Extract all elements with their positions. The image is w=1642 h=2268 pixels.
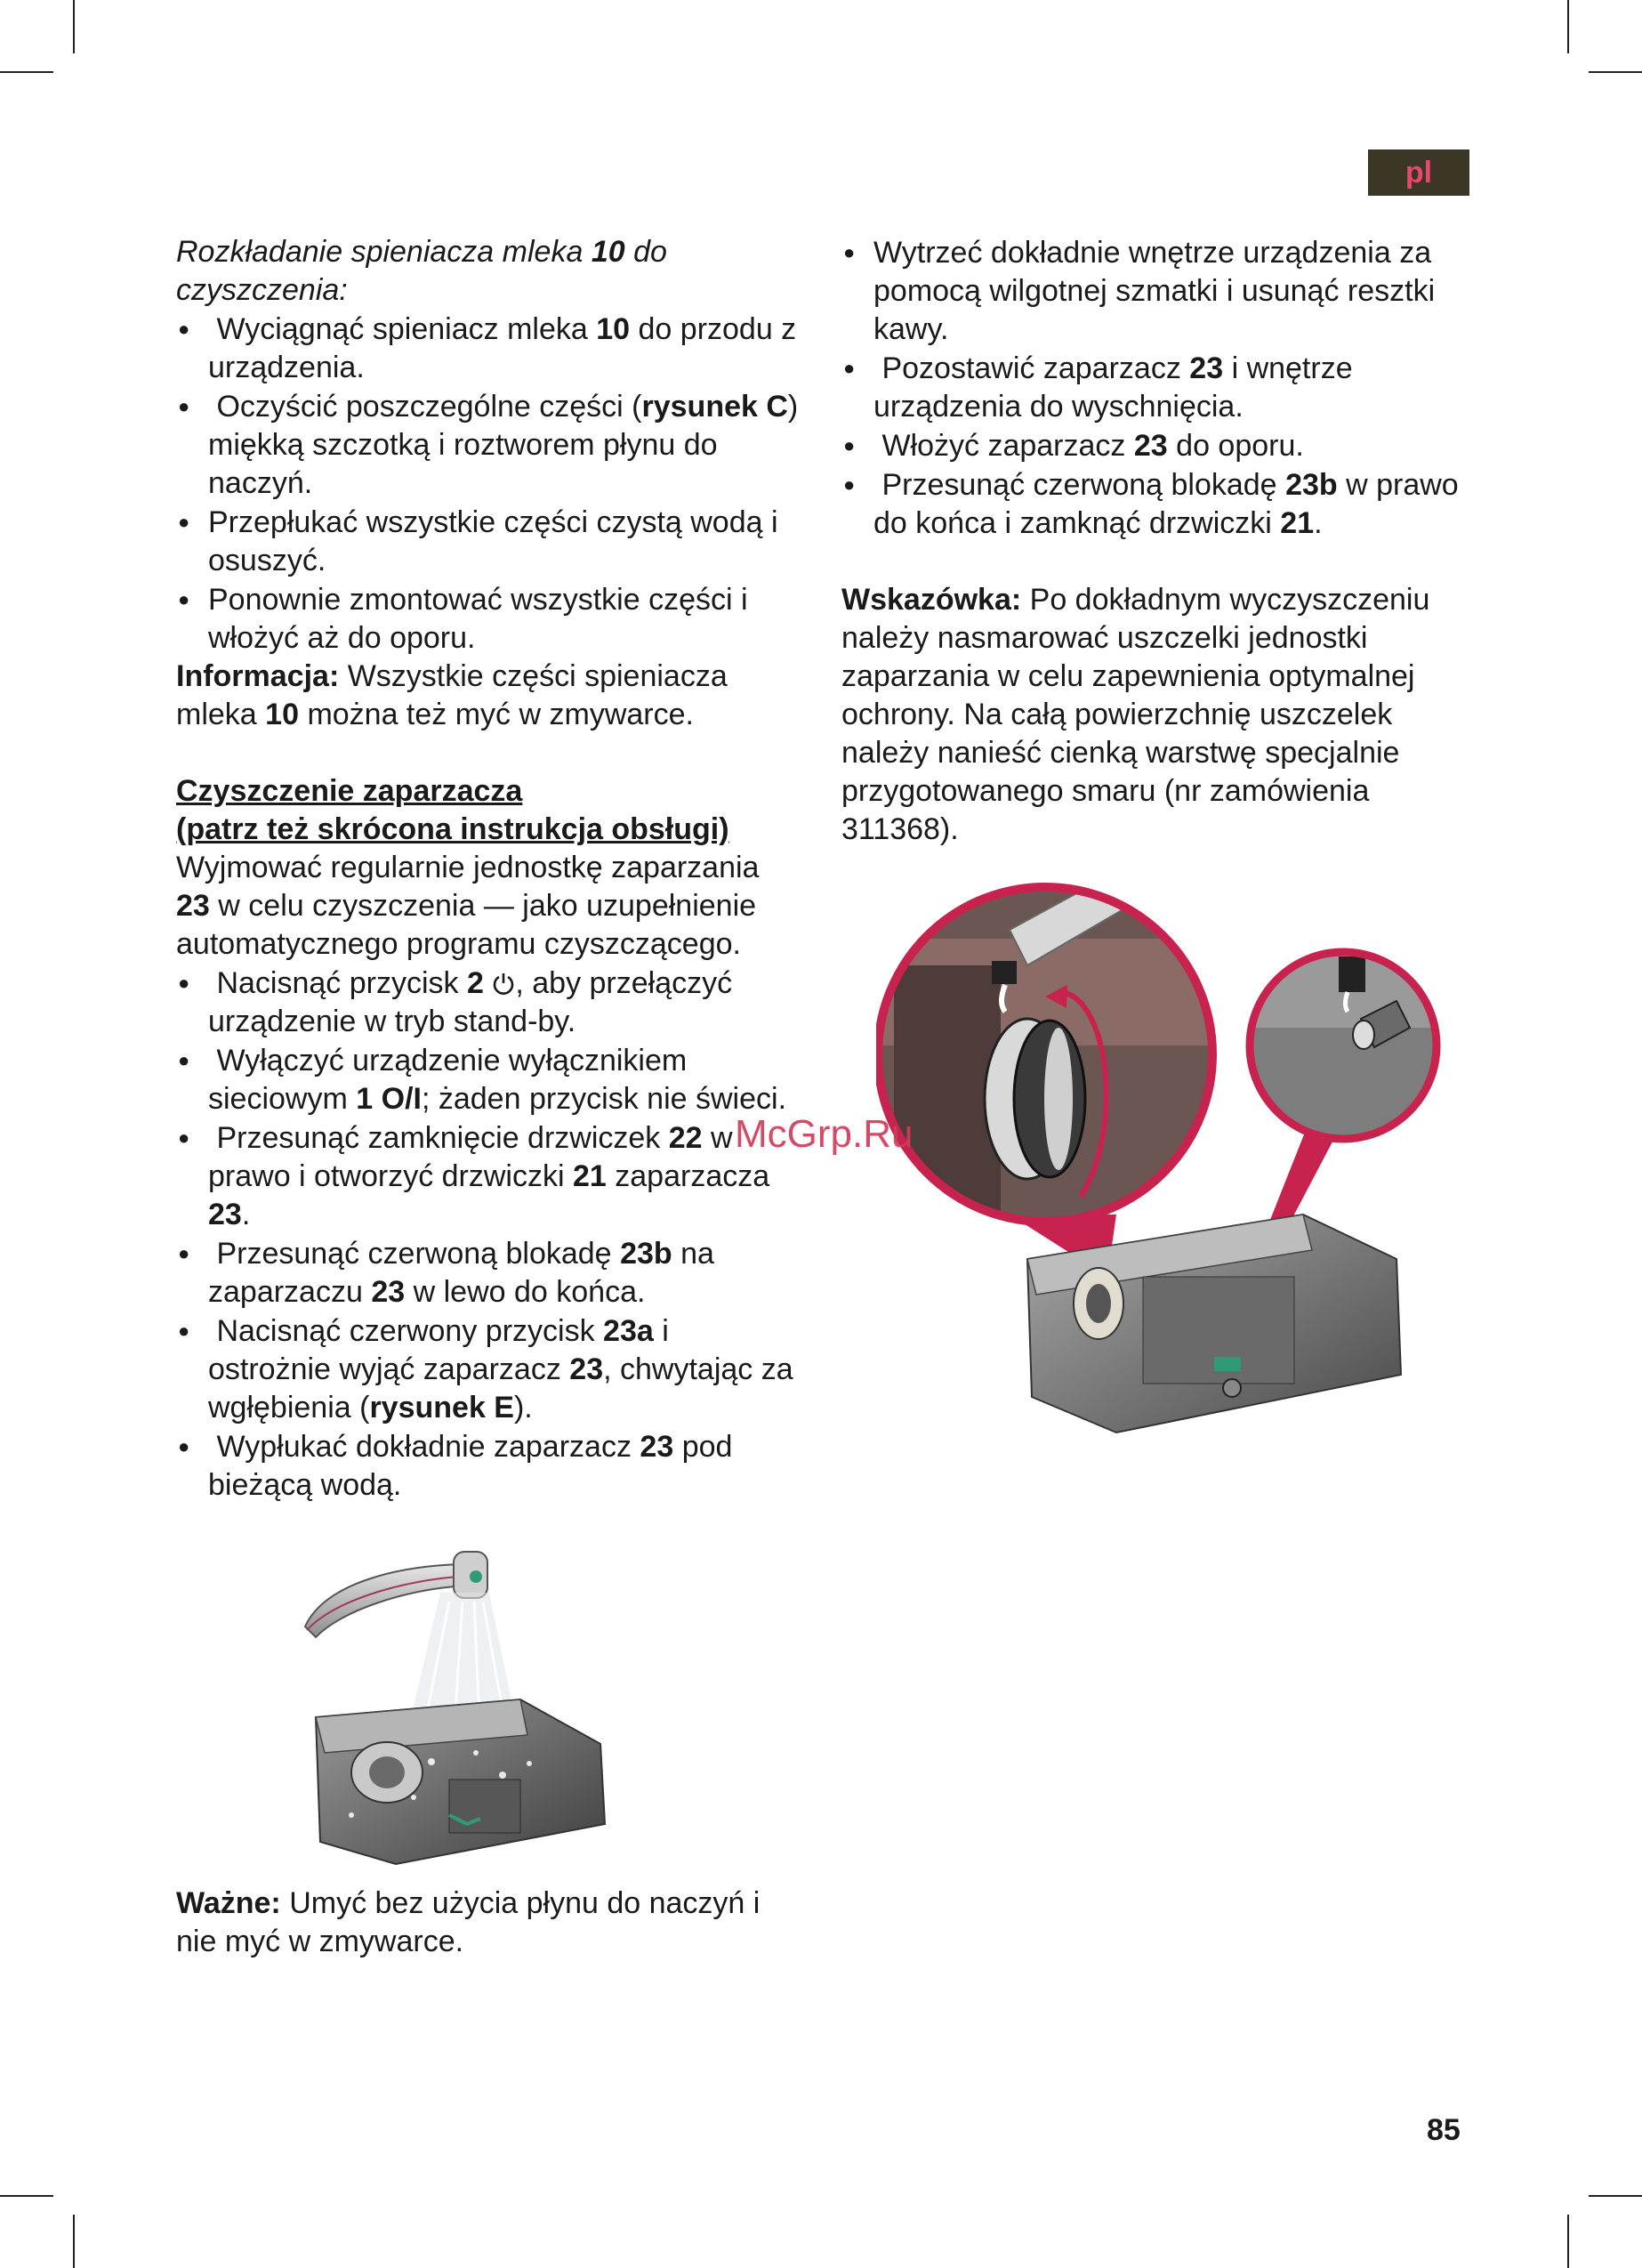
crop-mark	[73, 2215, 75, 2268]
right-column	[841, 233, 1482, 849]
crop-mark	[73, 0, 75, 53]
list-item: ● Ponownie zmontować wszystkie części i włożyć aż do oporu.	[176, 580, 799, 658]
brewer-cleaning-heading: Czyszczenie zaparzacza	[176, 774, 523, 808]
milk-frother-heading: Rozkładanie spieniacza mleka 10 do czyszczenia:	[176, 235, 667, 307]
language-badge: pl	[1368, 149, 1469, 196]
info-note: Informacja: Wszystkie części spieniacza mleka 10 można też myć w zmywarce.	[176, 659, 728, 731]
lubrication-illustration	[876, 876, 1472, 1446]
crop-mark	[1567, 2215, 1569, 2268]
page-number: 85	[1427, 2113, 1461, 2147]
important-note: Ważne: Umyć bez użycia płynu do naczyń i nie myć w zmywarce.	[176, 1886, 761, 1958]
list-item: ● Wyciągnąć spieniacz mleka 10 do przodu z urządzenia.	[176, 310, 799, 387]
list-item: ● Wytrzeć dokładnie wnętrze urządzenia za pomocą wilgotnej szmatki i usunąć resztki kawy.	[841, 233, 1482, 349]
list-item: ● Włożyć zaparzacz 23 do oporu.	[841, 426, 1482, 465]
power-icon	[492, 972, 515, 997]
list-item: ● Wyłączyć urządzenie wyłącznikiem sieciowym 1 O/I; żaden przycisk nie świeci.	[176, 1041, 799, 1118]
left-column	[176, 233, 799, 1505]
crop-mark	[1589, 71, 1642, 73]
crop-mark	[0, 2195, 53, 2197]
list-item: ● Przesunąć czerwoną blokadę 23b na zaparzaczu 23 w lewo do końca.	[176, 1234, 799, 1312]
crop-mark	[0, 71, 53, 73]
list-item: ● Pozostawić zaparzacz 23 i wnętrze urządzenia do wyschnięcia.	[841, 349, 1482, 426]
list-item: ● Przesunąć czerwoną blokadę 23b w prawo do końca i zamknąć drzwiczki 21.	[841, 465, 1482, 543]
list-item: ● Wypłukać dokładnie zaparzacz 23 pod bieżącą wodą.	[176, 1427, 799, 1505]
crop-mark	[1567, 0, 1569, 53]
crop-mark	[1589, 2195, 1642, 2197]
brewer-cleaning-subheading: (patrz też skrócona instrukcja obsługi)	[176, 812, 729, 846]
list-item: ● Przepłukać wszystkie części czystą wodą i osuszyć.	[176, 503, 799, 580]
list-item: ● Oczyścić poszczególne części (rysunek C) miękką szczotką i roztworem płynu do naczyń.	[176, 387, 799, 503]
watermark: McGrp.Ru	[735, 1112, 914, 1156]
paragraph: Wyjmować regularnie jednostkę zaparzania 23 w celu czyszczenia — jako uzupełnienie automatycznego programu czyszczącego.	[176, 851, 760, 961]
list-item: ● Nacisnąć czerwony przycisk 23a i ostrożnie wyjąć zaparzacz 23, chwytając za wgłębienia (rysunek E).	[176, 1312, 799, 1427]
list-item: ● Przesunąć zamknięcie drzwiczek 22 w prawo i otworzyć drzwiczki 21 zaparzacza 23.	[176, 1118, 799, 1234]
rinsing-illustration	[298, 1530, 627, 1886]
tip-note: Wskazówka: Po dokładnym wyczyszczeniu należy nasmarować uszczelki jednostki zaparzania w celu zapewnienia optymalnej ochrony. Na całą powierzchnię uszczelek należy nanieść cienką warstwę specjalnie przygotowanego smaru (nr zamówienia 311368).	[841, 583, 1430, 846]
list-item: ● Nacisnąć przycisk 2 , aby przełączyć urządzenie w tryb stand-by.	[176, 964, 799, 1041]
